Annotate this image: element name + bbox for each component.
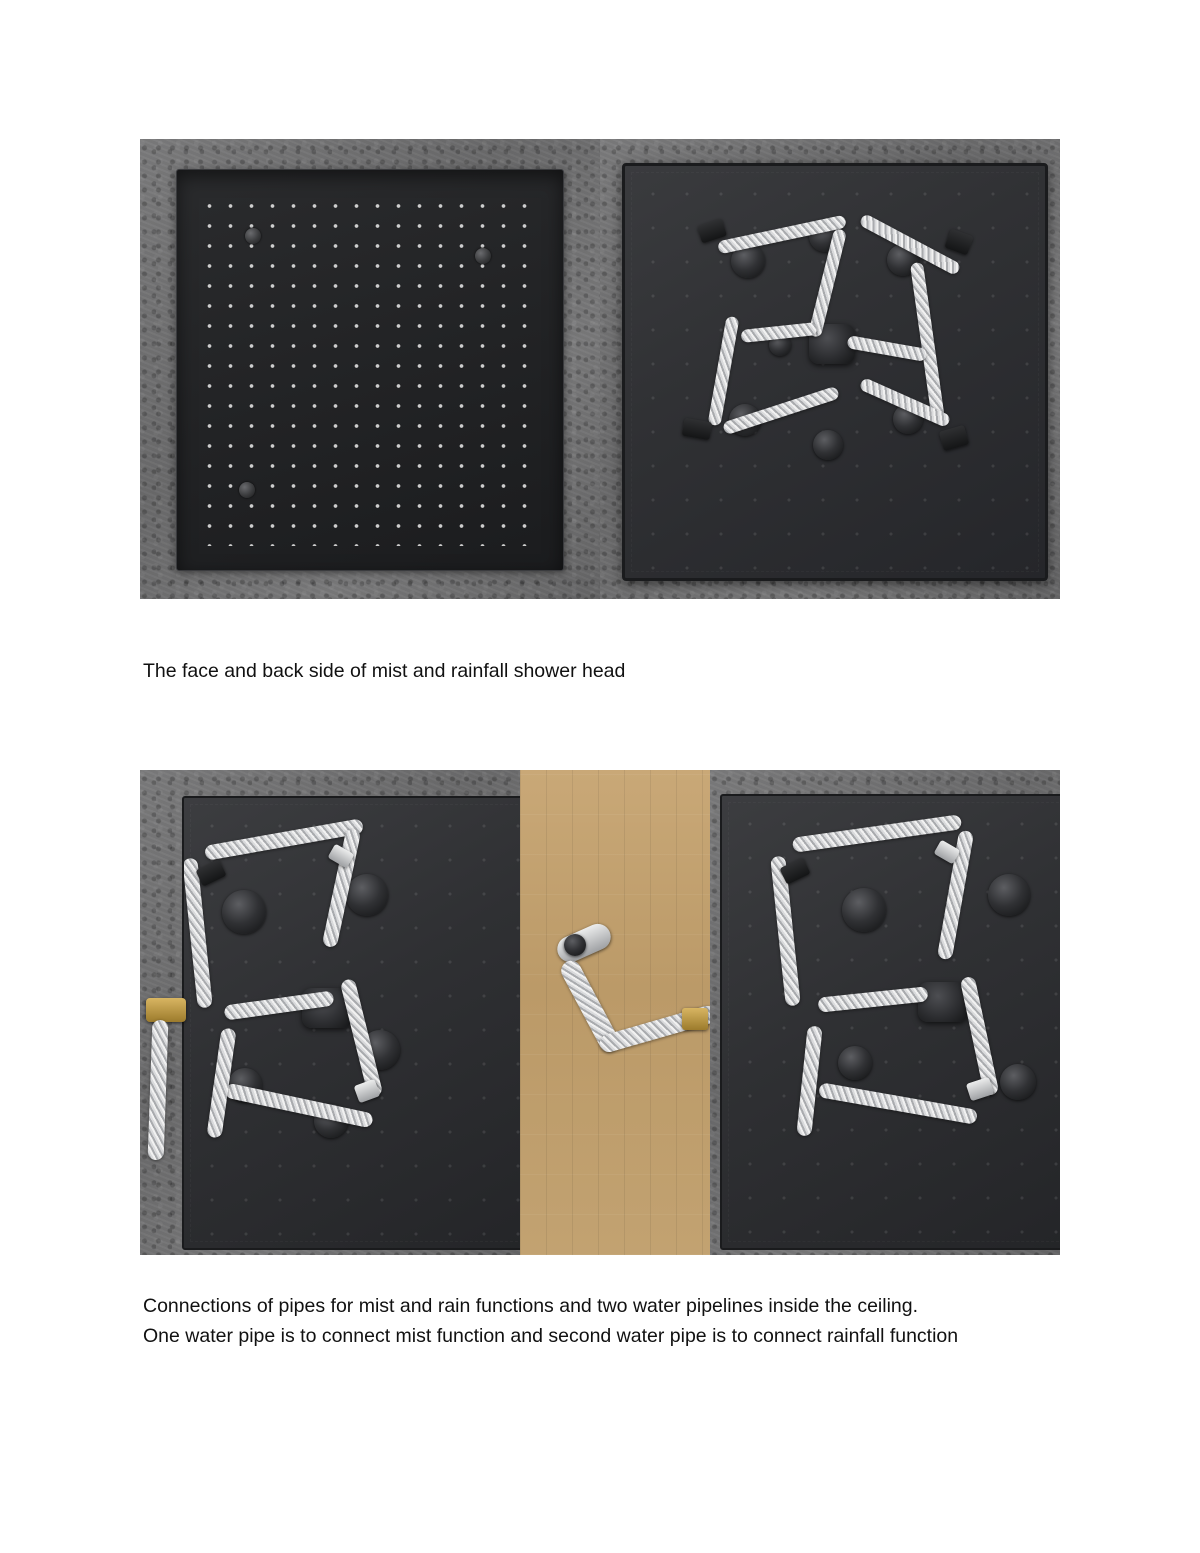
center-nozzle-upper-right [475,248,491,264]
port-r-top-right [988,874,1030,916]
distribution-hub-right [918,982,968,1022]
port-r-mid [838,1046,872,1080]
figure-2-caption-line-2: One water pipe is to connect mist function and second water pipe is to connect rainfall function [143,1325,959,1347]
port-l-top-left [222,890,266,934]
shower-head-face-photo [140,139,600,599]
shower-panel-face [176,169,564,571]
brass-fitting-middle [682,1008,708,1030]
port-bottom-mid [813,430,843,460]
figure-2 [140,770,1060,1255]
elbow-outlet [564,934,586,956]
connections-right-photo [710,770,1060,1255]
center-nozzle-lower-left [239,482,255,498]
shower-head-back-photo [600,139,1060,599]
shower-panel-back-left [182,796,520,1250]
shower-panel-back-right [720,794,1060,1250]
figure-2-caption [143,1291,958,1351]
figure-1-caption: The face and back side of mist and rainfall shower head [143,660,626,682]
connections-left-photo [140,770,520,1255]
figure-2-caption-line-1: Connections of pipes for mist and rain functions and two water pipelines inside the ceiling. [143,1295,919,1317]
figure-1 [140,139,1060,599]
port-r-top-left [842,888,886,932]
port-l-top-right [346,874,388,916]
brass-adapter-left [146,998,186,1022]
center-nozzle-top [245,228,261,244]
port-r-bottom-right [1000,1064,1036,1100]
connections-middle-photo [520,770,710,1255]
shower-panel-back [622,163,1048,581]
